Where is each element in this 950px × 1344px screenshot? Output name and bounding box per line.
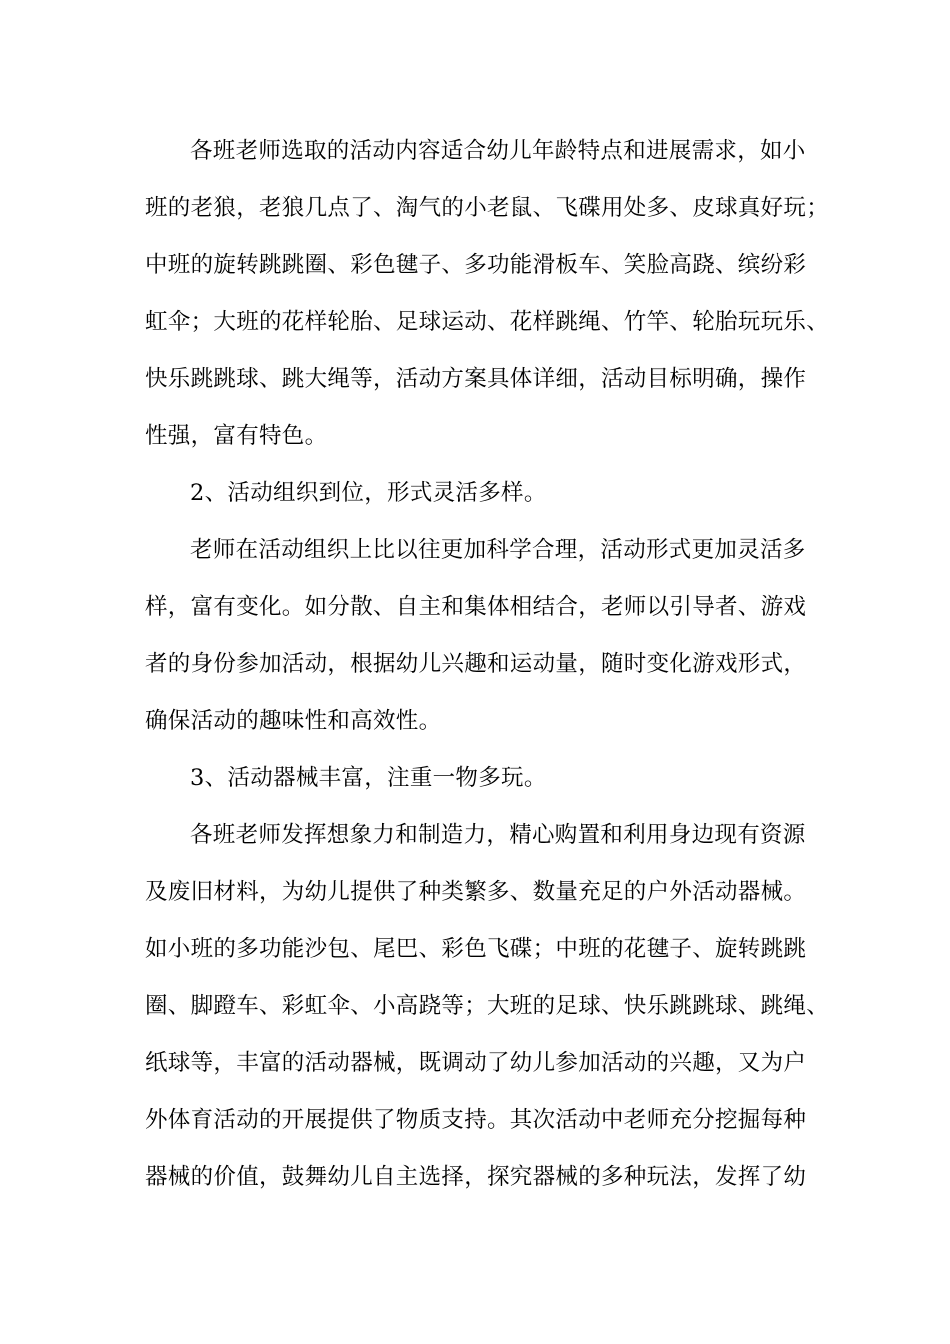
paragraph-line: 各班老师发挥想象力和制造力，精心购置和利用身边现有资源 [190,822,806,848]
paragraph-line: 纸球等，丰富的活动器械，既调动了幼儿参加活动的兴趣，又为户 [145,1050,807,1076]
section-heading: 2、活动组织到位，形式灵活多样。 [190,480,547,506]
paragraph-line: 如小班的多功能沙包、尾巴、彩色飞碟；中班的花毽子、旋转跳跳 [145,936,807,962]
paragraph-line: 老师在活动组织上比以往更加科学合理，活动形式更加灵活多 [190,537,806,563]
paragraph-line: 外体育活动的开展提供了物质支持。其次活动中老师充分挖掘每种 [145,1107,807,1133]
paragraph-line: 性强，富有特色。 [145,423,328,449]
paragraph-line: 者的身份参加活动，根据幼儿兴趣和运动量，随时变化游戏形式， [145,651,807,677]
paragraph-line: 确保活动的趣味性和高效性。 [145,708,442,734]
paragraph-line: 圈、脚蹬车、彩虹伞、小高跷等；大班的足球、快乐跳跳球、跳绳、 [145,993,830,1019]
paragraph-line: 班的老狼，老狼几点了、淘气的小老鼠、飞碟用处多、皮球真好玩； [145,195,830,221]
paragraph-line: 中班的旋转跳跳圈、彩色毽子、多功能滑板车、笑脸高跷、缤纷彩 [145,252,807,278]
section-heading: 3、活动器械丰富，注重一物多玩。 [190,765,547,791]
paragraph-line: 虹伞；大班的花样轮胎、足球运动、花样跳绳、竹竿、轮胎玩玩乐、 [145,309,830,335]
paragraph-line: 样，富有变化。如分散、自主和集体相结合，老师以引导者、游戏 [145,594,807,620]
paragraph-line: 快乐跳跳球、跳大绳等，活动方案具体详细，活动目标明确，操作 [145,366,807,392]
paragraph-line: 器械的价值，鼓舞幼儿自主选择，探究器械的多种玩法，发挥了幼 [145,1164,807,1190]
paragraph-line: 各班老师选取的活动内容适合幼儿年龄特点和进展需求，如小 [190,138,806,164]
paragraph-line: 及废旧材料，为幼儿提供了种类繁多、数量充足的户外活动器械。 [145,879,807,905]
